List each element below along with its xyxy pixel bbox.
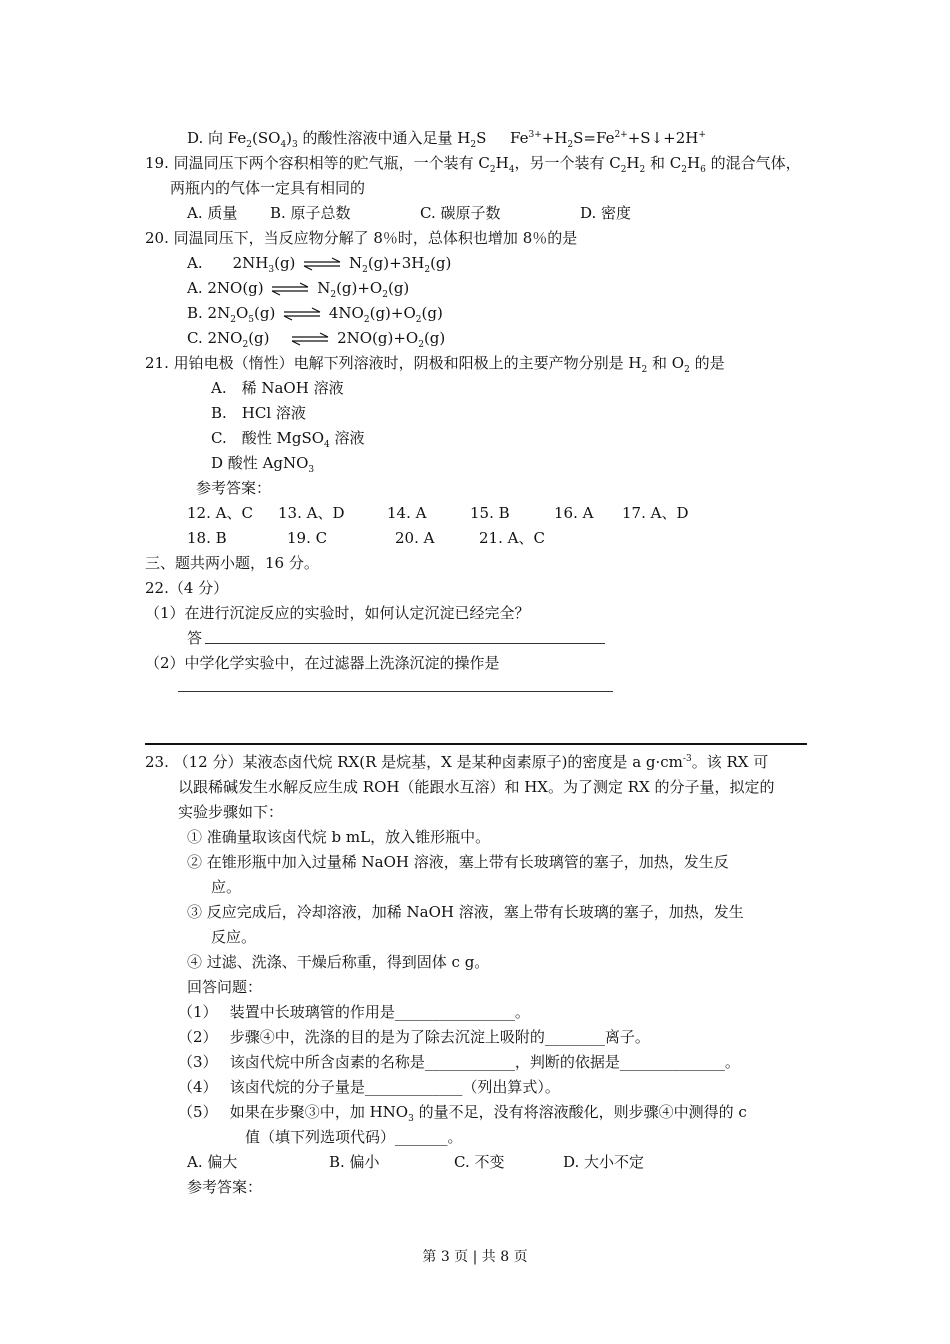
q19-option-b: B. 原子总数: [270, 204, 351, 222]
q23-question-4: （4） 该卤代烷的分子量是_____________（列出算式）。: [178, 1078, 560, 1096]
section-divider: [145, 743, 807, 745]
q20-option-3: B. $2N_2O_5(g)$ $4NO_2(g)+O_2(g)$: [187, 304, 443, 325]
q23-stem-line3: 实验步骤如下：: [178, 803, 284, 821]
answer-18: 18. B: [187, 529, 227, 547]
q19-stem-line2: 两瓶内的气体一定具有相同的: [170, 179, 366, 197]
equilibrium-arrow-icon: [290, 332, 330, 346]
q19-option-c: C. 碳原子数: [420, 204, 501, 222]
q23-step-1: ① 准确量取该卤代烷 b mL，放入锥形瓶中。: [187, 828, 491, 846]
q23-option-d: D. 大小不定: [563, 1153, 645, 1171]
q22-part2: （2）中学化学实验中，在过滤器上洗涤沉淀的操作是: [145, 654, 500, 672]
q23-step-3-cont: 反应。: [211, 928, 257, 946]
q23-question-2: （2） 步骤④中，洗涤的目的是为了除去沉淀上吸附的________离子。: [178, 1028, 650, 1046]
q23-question-3: （3） 该卤代烷中所含卤素的名称是____________，判断的依据是______________。: [178, 1053, 740, 1071]
q19-option-a: A. 质量: [187, 204, 238, 222]
q23-option-c: C. 不变: [454, 1153, 505, 1171]
q21-option-a: A. 稀 NaOH 溶液: [211, 379, 344, 397]
q21-option-b: B. HCl 溶液: [211, 404, 306, 422]
q23-answer-heading: 回答问题：: [187, 978, 263, 996]
section-three-title: 三、题共两小题，16 分。: [145, 554, 319, 572]
q23-step-4: ④ 过滤、洗涤、干燥后称重，得到固体 c g。: [187, 953, 490, 971]
answer-15: 15. B: [470, 504, 510, 522]
q19-stem: 19. 同温同压下两个容积相等的贮气瓶，一个装有 $C_2H_4$，另一个装有 $C_2H_2$ 和 $C_2H_6$ 的混合气体，: [145, 154, 801, 175]
answer-14: 14. A: [387, 504, 427, 522]
q23-option-a: A. 偏大: [187, 1153, 238, 1171]
q22-part2-answer-line: [178, 691, 613, 692]
answers-label: 参考答案：: [196, 479, 272, 497]
page-footer: 第 3 页 | 共 8 页: [422, 1249, 528, 1265]
answer-19: 19. C: [287, 529, 328, 547]
answer-21: 21. A、C: [479, 529, 545, 547]
q21-option-c: C. 酸性 MgSO$_4$ 溶液: [211, 429, 365, 450]
q20-option-4: C. $2NO_2(g)$ $2NO(g)+O_2(g)$: [187, 329, 446, 350]
equilibrium-arrow-icon: [302, 257, 342, 271]
q23-question-1: （1） 装置中长玻璃管的作用是________________。: [178, 1003, 530, 1021]
answer-16: 16. A: [554, 504, 594, 522]
q23-option-b: B. 偏小: [329, 1153, 380, 1171]
answer-13: 13. A、D: [278, 504, 345, 522]
q20-stem: 20. 同温同压下，当反应物分解了 8％时，总体积也增加 8％的是: [145, 229, 578, 247]
q23-step-3: ③ 反应完成后，冷却溶液，加稀 NaOH 溶液，塞上带有长玻璃的塞子，加热，发生: [187, 903, 744, 921]
q19-option-d: D. 密度: [580, 204, 632, 222]
q23-step-2: ② 在锥形瓶中加入过量稀 NaOH 溶液，塞上带有长玻璃管的塞子，加热，发生反: [187, 853, 729, 871]
equilibrium-arrow-icon: [282, 307, 322, 321]
answer-20: 20. A: [395, 529, 435, 547]
q23-reference-answer: 参考答案：: [187, 1178, 263, 1196]
answer-17: 17. A、D: [622, 504, 689, 522]
q18-option-d: D. 向 $Fe_2(SO_4)_3$ 的酸性溶液中通入足量 $H_2S$: [187, 129, 487, 150]
q20-option-2: A. 2NO(g) $N_2(g)+O_2(g)$: [187, 279, 410, 300]
q20-option-1: A. $2NH_3(g)$ $N_2(g)+3H_2(g)$: [187, 254, 452, 275]
q22-part1-answer-line: [205, 643, 605, 644]
q23-question-5-cont: 值（填下列选项代码）_______。: [245, 1128, 463, 1146]
q22-heading: 22.（4 分）: [145, 579, 229, 597]
equilibrium-arrow-icon: [270, 282, 310, 296]
answer-12: 12. A、C: [187, 504, 253, 522]
q23-stem-line2: 以跟稀碱发生水解反应生成 ROH（能跟水互溶）和 HX。为了测定 RX 的分子量，拟定的: [178, 778, 775, 796]
q21-stem: 21. 用铂电极（惰性）电解下列溶液时，阴极和阳极上的主要产物分别是 $H_2$ 和 $O_2$ 的是: [145, 354, 725, 375]
q22-part1-answer-label: 答: [187, 629, 203, 647]
q22-part1: （1）在进行沉淀反应的实验时，如何认定沉淀已经完全？: [145, 604, 530, 622]
q21-option-d: D 酸性 AgNO$_3$: [211, 454, 315, 475]
q23-step-2-cont: 应。: [211, 878, 242, 896]
q18-equation: $Fe^{3+}+H_2S=Fe^{2+}+S↓+2H^+$: [510, 129, 706, 150]
q23-stem-line1: 23. （12 分）某液态卤代烷 RX(R 是烷基，X 是某种卤素原子)的密度是 a $g\cdot cm^{-3}$。该 RX 可: [145, 753, 769, 771]
q23-question-5: （5） 如果在步聚③中，加 $HNO_3$ 的量不足，没有将溶液酸化，则步骤④中测得的 c: [178, 1103, 747, 1124]
